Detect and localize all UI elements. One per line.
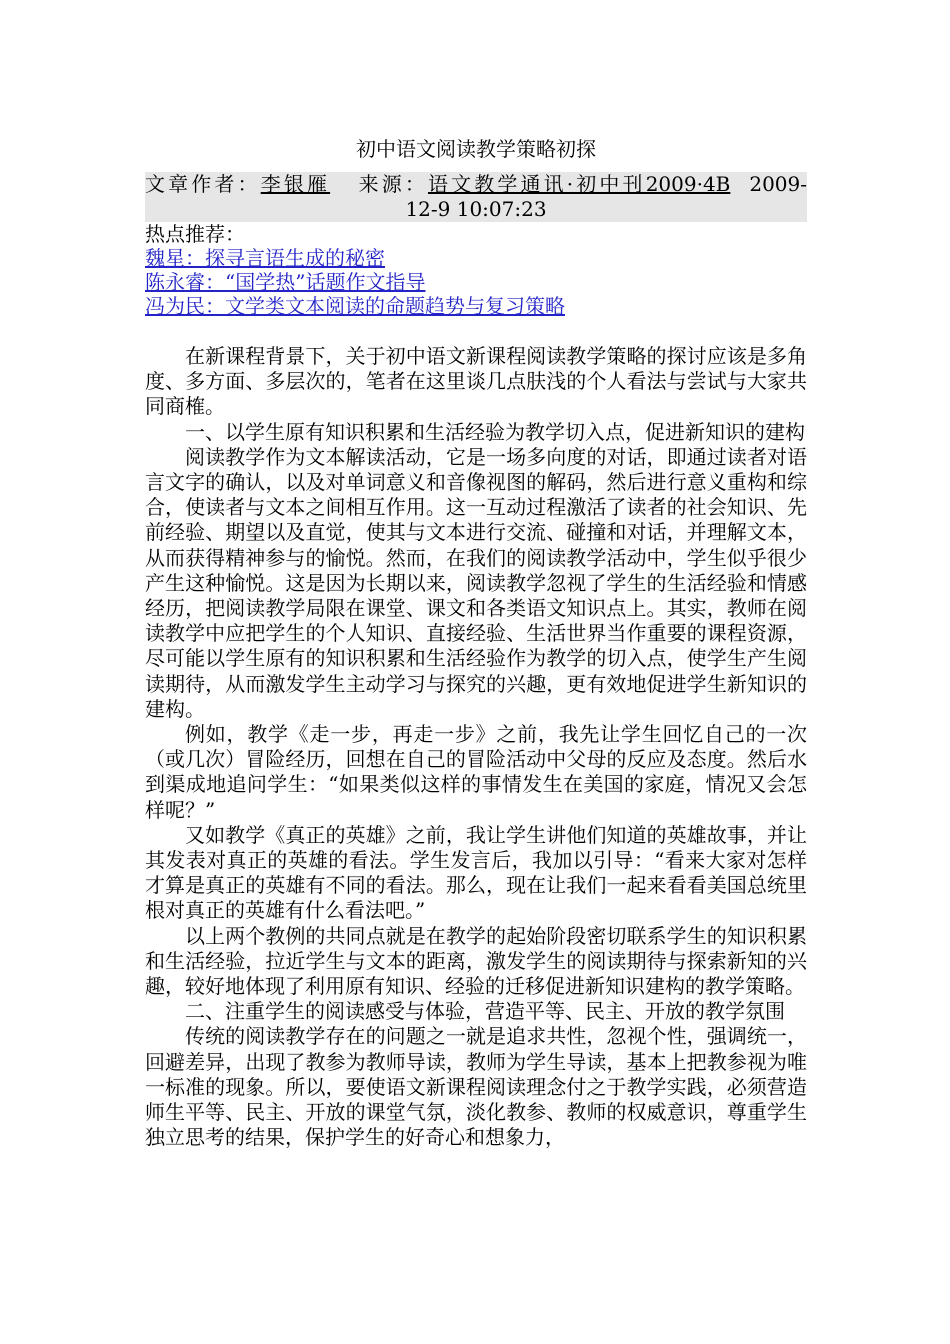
paragraph: 例如，教学《走一步，再走一步》之前，我先让学生回忆自己的一次（或几次）冒险经历，回想在自己的冒险活动中父母的反应及态度。然后水到渠成地追问学生：“如果类似这样的事情发生在美国的家庭，情况又会怎样呢？” (145, 722, 807, 822)
hot-link-1[interactable]: 魏星：探寻言语生成的秘密 (145, 246, 385, 270)
paragraph: 传统的阅读教学存在的问题之一就是追求共性，忽视个性，强调统一，回避差异，出现了教参为教师导读，教师为学生导读，基本上把教参视为唯一标准的现象。所以，要使语文新课程阅读理念付之于教学实践，必须营造师生平等、民主、开放的课堂气氛，淡化教参、教师的权威意识，尊重学生独立思考的结果，保护学生的好奇心和想象力， (145, 1024, 807, 1150)
paragraph: 以上两个教例的共同点就是在教学的起始阶段密切联系学生的知识积累和生活经验，拉近学生与文本的距离，激发学生的阅读期待与探索新知的兴趣，较好地体现了利用原有知识、经验的迁移促进新知识建构的教学策略。 (145, 923, 807, 999)
hot-link-3[interactable]: 冯为民：文学类文本阅读的命题趋势与复习策略 (145, 294, 565, 318)
section-heading: 一、以学生原有知识积累和生活经验为教学切入点，促进新知识的建构 (185, 419, 805, 444)
article-meta (145, 172, 807, 222)
hot-label: 热点推荐： (145, 222, 245, 246)
hot-recommendations (145, 222, 807, 318)
article-body (145, 344, 807, 1151)
paragraph: 又如教学《真正的英雄》之前，我让学生讲他们知道的英雄故事，并让其发表对真正的英雄的看法。学生发言后，我加以引导：“看来大家对怎样才算是真正的英雄有不同的看法。那么，现在让我们一起来看看美国总统里根对真正的英雄有什么看法吧。” (145, 822, 807, 923)
article-title: 初中语文阅读教学策略初探 (356, 137, 596, 161)
author-label: 文章作者： (145, 172, 261, 196)
meta-row (145, 172, 807, 197)
paragraph: 在新课程背景下，关于初中语文新课程阅读教学策略的探讨应该是多角度、多方面、多层次的，笔者在这里谈几点肤浅的个人看法与尝试与大家共同商榷。 (145, 344, 807, 419)
date-part2: 12-9 10:07:23 (405, 197, 547, 221)
date-part1: 2009- (749, 172, 808, 196)
source-label: 来源： (358, 172, 428, 196)
author-link[interactable]: 李银雁 (260, 172, 331, 196)
source-link[interactable]: 语文教学通讯·初中刊2009·4B (427, 172, 731, 196)
hot-link-2[interactable]: 陈永睿：“国学热”话题作文指导 (145, 270, 426, 294)
section-heading: 二、注重学生的阅读感受与体验，营造平等、民主、开放的教学氛围 (185, 999, 785, 1024)
paragraph: 阅读教学作为文本解读活动，它是一场多向度的对话，即通过读者对语言文字的确认，以及对单词意义和音像视图的解码，然后进行意义重构和综合，使读者与文本之间相互作用。这一互动过程激活了读者的社会知识、先前经验、期望以及直觉，使其与文本进行交流、碰撞和对话，并理解文本，从而获得精神参与的愉悦。然而，在我们的阅读教学活动中，学生似乎很少产生这种愉悦。这是因为长期以来，阅读教学忽视了学生的生活经验和情感经历，把阅读教学局限在课堂、课文和各类语文知识点上。其实，教师在阅读教学中应把学生的个人知识、直接经验、生活世界当作重要的课程资源，尽可能以学生原有的知识积累和生活经验作为教学的切入点，使学生产生阅读期待，从而激发学生主动学习与探究的兴趣，更有效地促进学生新知识的建构。 (145, 444, 807, 721)
